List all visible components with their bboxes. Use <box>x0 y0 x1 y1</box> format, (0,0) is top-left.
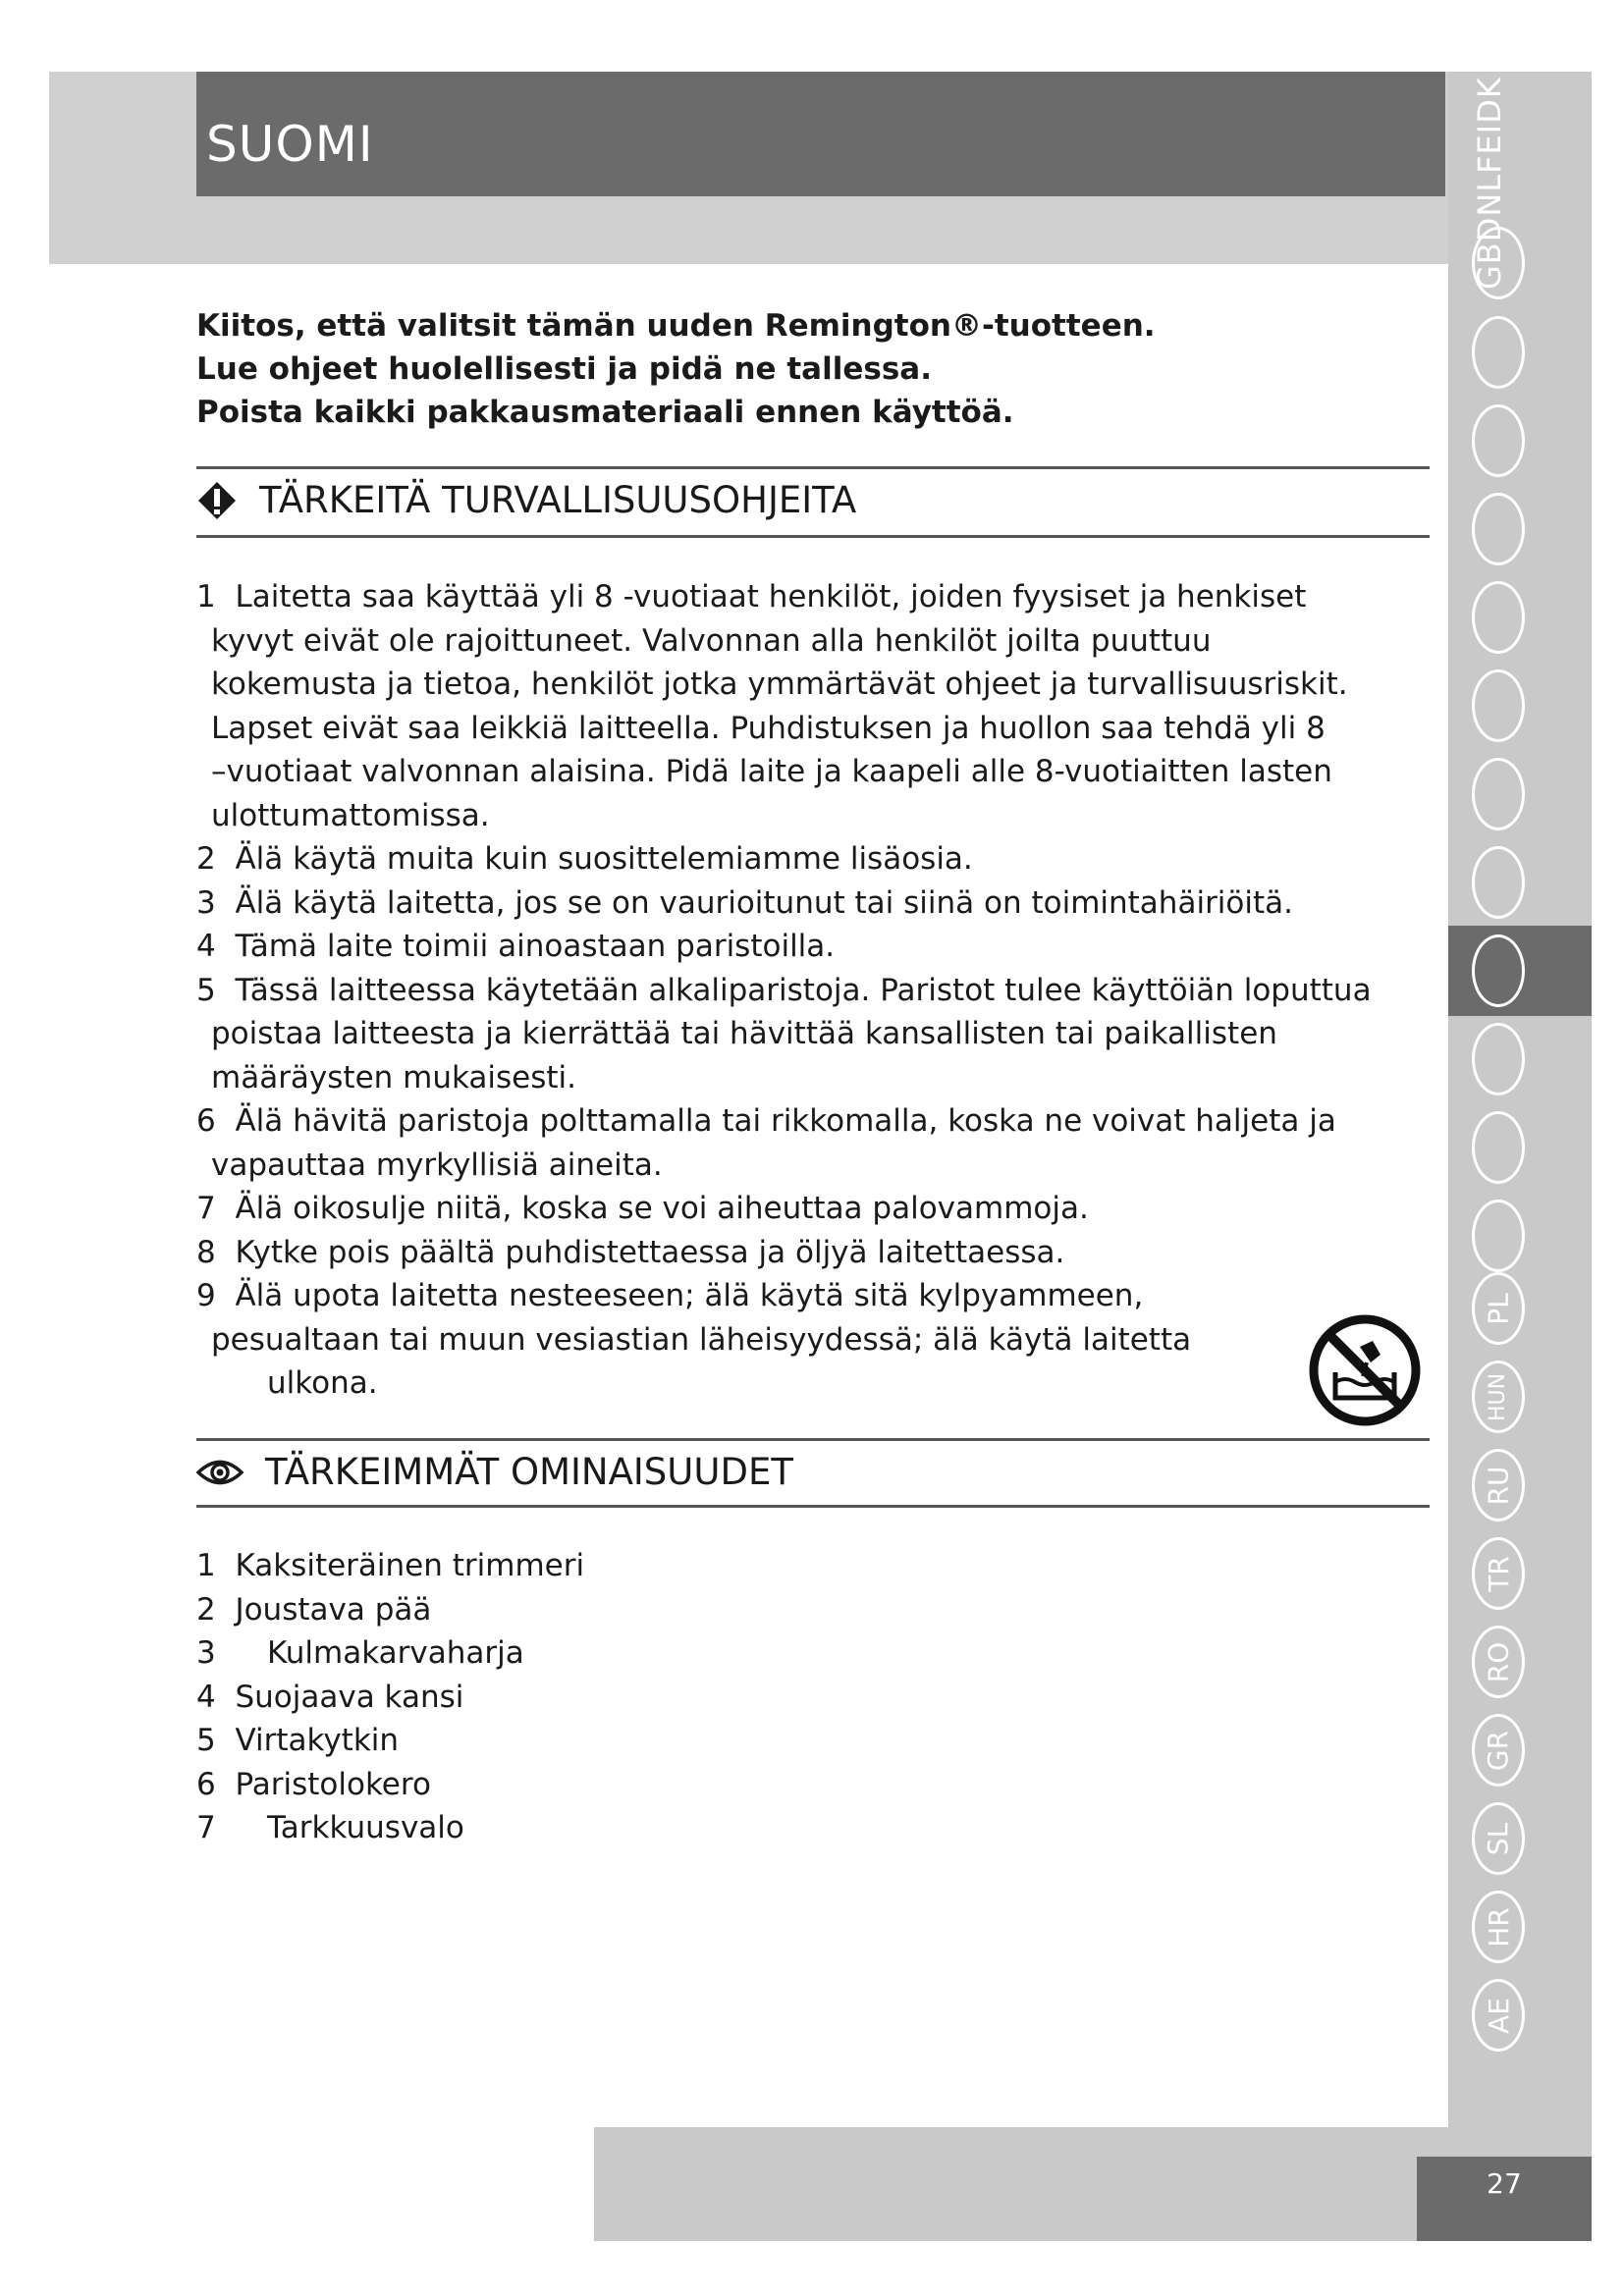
language-tab-ae[interactable]: AE <box>1472 1979 1525 2052</box>
list-item: 1 Kaksiteräinen trimmeri <box>196 1548 585 1583</box>
intro-line: Poista kaikki pakkausmateriaali ennen käyttöä. <box>196 395 1014 430</box>
divider <box>196 535 1430 538</box>
safety-heading-text: TÄRKEITÄ TURVALLISUUSOHJEITA <box>259 479 857 521</box>
warning-icon <box>196 480 238 521</box>
list-item-continuation: kokemusta ja tietoa, henkilöt jotka ymmärtävät ohjeet ja turvallisuusriskit. <box>211 667 1348 702</box>
list-item: 8 Kytke pois päältä puhdistettaessa ja öljyä laitettaessa. <box>196 1234 1065 1270</box>
features-list <box>196 1544 584 1850</box>
list-item: 6 Älä hävitä paristoja polttamalla tai rikkomalla, koska ne voivat haljeta ja <box>196 1103 1336 1139</box>
list-item: 5 Virtakytkin <box>196 1723 400 1758</box>
eye-icon <box>196 1456 244 1489</box>
list-item-continuation: poistaa laitteesta ja kierrättää tai hävittää kansallisten tai paikallisten <box>211 1016 1277 1051</box>
language-tab[interactable] <box>1472 227 1525 299</box>
list-item: 9 Älä upota laitetta nesteeseen; älä käytä sitä kylpyammeen, <box>196 1278 1144 1313</box>
language-tab[interactable] <box>1472 758 1525 830</box>
list-item-continuation: pesualtaan tai muun vesiastian läheisyydessä; älä käytä laitetta <box>211 1321 1192 1358</box>
list-item: 6 Paristolokero <box>196 1766 431 1802</box>
language-tab[interactable] <box>1472 1111 1525 1184</box>
list-item: 2 Joustava pää <box>196 1591 432 1628</box>
list-item: 7 Tarkkuusvalo <box>196 1810 464 1845</box>
safety-heading <box>196 479 856 521</box>
features-heading <box>196 1451 793 1493</box>
page-title: SUOMI <box>206 116 374 173</box>
intro-line: Lue ohjeet huolellisesti ja pidä ne tallessa. <box>196 351 932 387</box>
intro-line: Kiitos, että valitsit tämän uuden Remington®-tuotteen. <box>196 308 1156 344</box>
divider <box>196 1505 1430 1508</box>
list-item: 2 Älä käytä muita kuin suosittelemiamme lisäosia. <box>196 841 973 877</box>
language-tab-hun[interactable]: HUN <box>1472 1361 1525 1433</box>
language-tab[interactable] <box>1472 1023 1525 1095</box>
title-bar <box>196 72 1445 196</box>
features-heading-text: TÄRKEIMMÄT OMINAISUUDET <box>265 1451 793 1493</box>
no-water-immersion-icon <box>1306 1311 1424 1429</box>
page-number: 27 <box>1487 2167 1522 2200</box>
safety-list <box>196 575 1372 1406</box>
divider <box>196 466 1430 469</box>
language-tab-pl[interactable]: PL <box>1472 1272 1525 1345</box>
language-tab[interactable] <box>1472 1200 1525 1272</box>
language-tab[interactable] <box>1472 316 1525 389</box>
list-item-continuation: ulottumattomissa. <box>211 797 490 833</box>
language-tab-ro[interactable]: RO <box>1472 1626 1525 1698</box>
list-item: 5 Tässä laitteessa käytetään alkaliparistoja. Paristot tulee käyttöiän loputtua <box>196 972 1372 1008</box>
language-tab-sl[interactable]: SL <box>1472 1802 1525 1875</box>
list-item: 3 Älä käytä laitetta, jos se on vaurioitunut tai siinä on toimintahäiriöitä. <box>196 884 1294 921</box>
list-item: 1 Laitetta saa käyttää yli 8 -vuotiaat henkilöt, joiden fyysiset ja henkiset <box>196 579 1307 614</box>
language-tab-hr[interactable]: HR <box>1472 1891 1525 1963</box>
list-item: 3 Kulmakarvaharja <box>196 1635 524 1671</box>
list-item-continuation: määräysten mukaisesti. <box>211 1059 577 1095</box>
list-item: 4 Suojaava kansi <box>196 1679 464 1715</box>
language-tab-ru[interactable]: RU <box>1472 1449 1525 1522</box>
intro-text <box>196 304 1156 434</box>
list-item: 4 Tämä laite toimii ainoastaan paristoilla. <box>196 929 836 964</box>
language-tab-gr[interactable]: GR <box>1472 1714 1525 1787</box>
list-item-continuation: kyvyt eivät ole rajoittuneet. Valvonnan alla henkilöt joilta puuttuu <box>211 622 1212 659</box>
divider <box>196 1438 1430 1441</box>
language-tab[interactable] <box>1472 493 1525 565</box>
language-tab[interactable] <box>1472 846 1525 919</box>
language-tab[interactable] <box>1472 581 1525 654</box>
language-tab-tr[interactable]: TR <box>1472 1537 1525 1610</box>
list-item: 7 Älä oikosulje niitä, koska se voi aiheuttaa palovammoja. <box>196 1191 1089 1226</box>
list-item-continuation: –vuotiaat valvonnan alaisina. Pidä laite ja kaapeli alle 8-vuotiaitten lasten <box>211 754 1332 789</box>
list-item-continuation: ulkona. <box>267 1365 378 1401</box>
list-item-continuation: vapauttaa myrkyllisiä aineita. <box>211 1147 663 1183</box>
language-codes-vertical: GBDNLFEIDK <box>1471 77 1508 290</box>
list-item-continuation: Lapset eivät saa leikkiä laitteella. Puhdistuksen ja huollon saa tehdä yli 8 <box>211 710 1326 746</box>
language-tab[interactable] <box>1472 669 1525 742</box>
language-tab-active[interactable] <box>1472 934 1525 1007</box>
language-tab[interactable] <box>1472 404 1525 477</box>
